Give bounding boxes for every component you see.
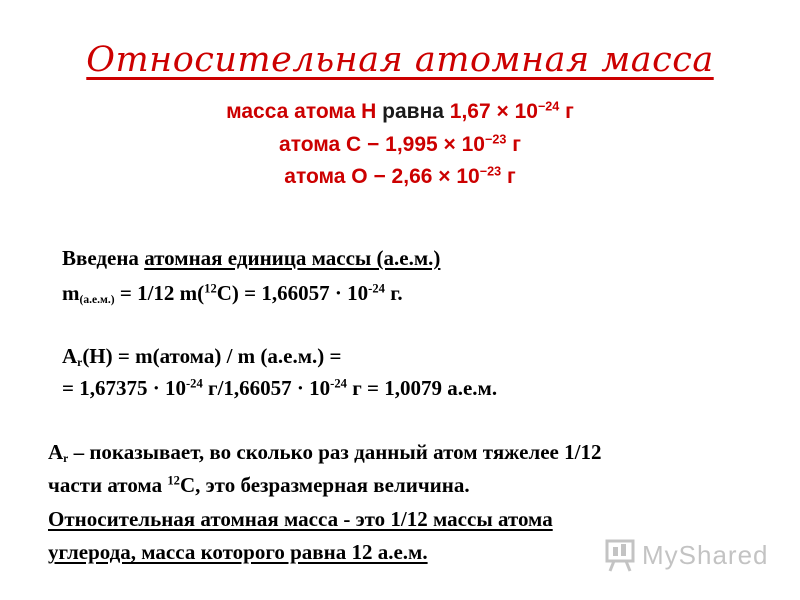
presentation-board-icon bbox=[604, 538, 636, 572]
mass-o-unit: г bbox=[501, 165, 516, 188]
ar-subscript: r bbox=[77, 356, 83, 369]
mass-h-label: масса атома Н bbox=[226, 100, 377, 123]
def-line2-part2: С, это безразмерная величина. bbox=[179, 473, 470, 497]
ar-calc-exp1: -24 bbox=[185, 376, 203, 391]
def-c-mass-number: 12 bbox=[167, 473, 180, 488]
amu-term: атомная единица массы (а.е.м.) bbox=[144, 246, 441, 270]
def-line2-part1: части атома bbox=[48, 473, 168, 497]
watermark-text: MyShared bbox=[642, 540, 769, 570]
ar-formula-text: (H) = m(атома) / m (а.е.м.) = bbox=[82, 344, 342, 368]
ar-formula-line1 bbox=[62, 344, 342, 369]
mass-h-unit: г bbox=[559, 100, 574, 123]
def-line1-text: – показывает, во сколько раз данный атом тяжелее 1/12 bbox=[68, 440, 602, 464]
ar-calc-exp2: -24 bbox=[330, 376, 347, 391]
amu-unit: г. bbox=[384, 281, 403, 305]
def-line1 bbox=[48, 440, 601, 465]
def-line4: углерода, масса которого равна 12 а.е.м. bbox=[48, 540, 428, 564]
def-line2 bbox=[48, 473, 470, 498]
amu-m: m bbox=[62, 281, 80, 305]
mass-c-unit: г bbox=[506, 133, 521, 156]
ar-symbol: A bbox=[62, 344, 78, 368]
amu-intro-line bbox=[62, 246, 440, 271]
mass-h-line bbox=[0, 100, 800, 124]
amu-m-subscript: (а.е.м.) bbox=[79, 293, 115, 306]
mass-o-line bbox=[0, 165, 800, 189]
def-line3: Относительная атомная масса - это 1/12 массы атома bbox=[48, 507, 553, 531]
watermark-logo bbox=[604, 536, 774, 576]
def-ar-subscript: r bbox=[63, 452, 69, 465]
amu-eq-part2: C) = 1,66057 · 10 bbox=[216, 281, 369, 305]
slide-title bbox=[0, 40, 800, 80]
amu-intro-text: Введена bbox=[62, 246, 145, 270]
mass-o-value: атома О − 2,66 × 10 bbox=[284, 165, 480, 188]
mass-h-value: 1,67 × 10 bbox=[449, 100, 538, 123]
mass-h-exponent: −24 bbox=[537, 99, 560, 114]
amu-eq-part1: = 1/12 m( bbox=[114, 281, 205, 305]
amu-formula-line bbox=[62, 281, 403, 306]
amu-exponent: -24 bbox=[368, 281, 385, 296]
mass-c-exponent: −23 bbox=[484, 132, 507, 147]
amu-c-mass-number: 12 bbox=[204, 281, 217, 296]
ar-calc-result: г = 1,0079 а.е.м. bbox=[346, 376, 498, 400]
mass-o-exponent: −23 bbox=[479, 164, 502, 179]
ar-calc-part1: = 1,67375 · 10 bbox=[62, 376, 186, 400]
mass-c-value: атома С − 1,995 × 10 bbox=[279, 133, 485, 156]
mass-h-equals: равна bbox=[376, 100, 450, 123]
def-ar-symbol: A bbox=[48, 440, 64, 464]
ar-calc-part2: г/1,66057 · 10 bbox=[202, 376, 331, 400]
mass-c-line bbox=[0, 133, 800, 157]
ar-formula-line2 bbox=[62, 376, 497, 401]
slide-title-text: Относительная атомная масса bbox=[86, 40, 714, 80]
